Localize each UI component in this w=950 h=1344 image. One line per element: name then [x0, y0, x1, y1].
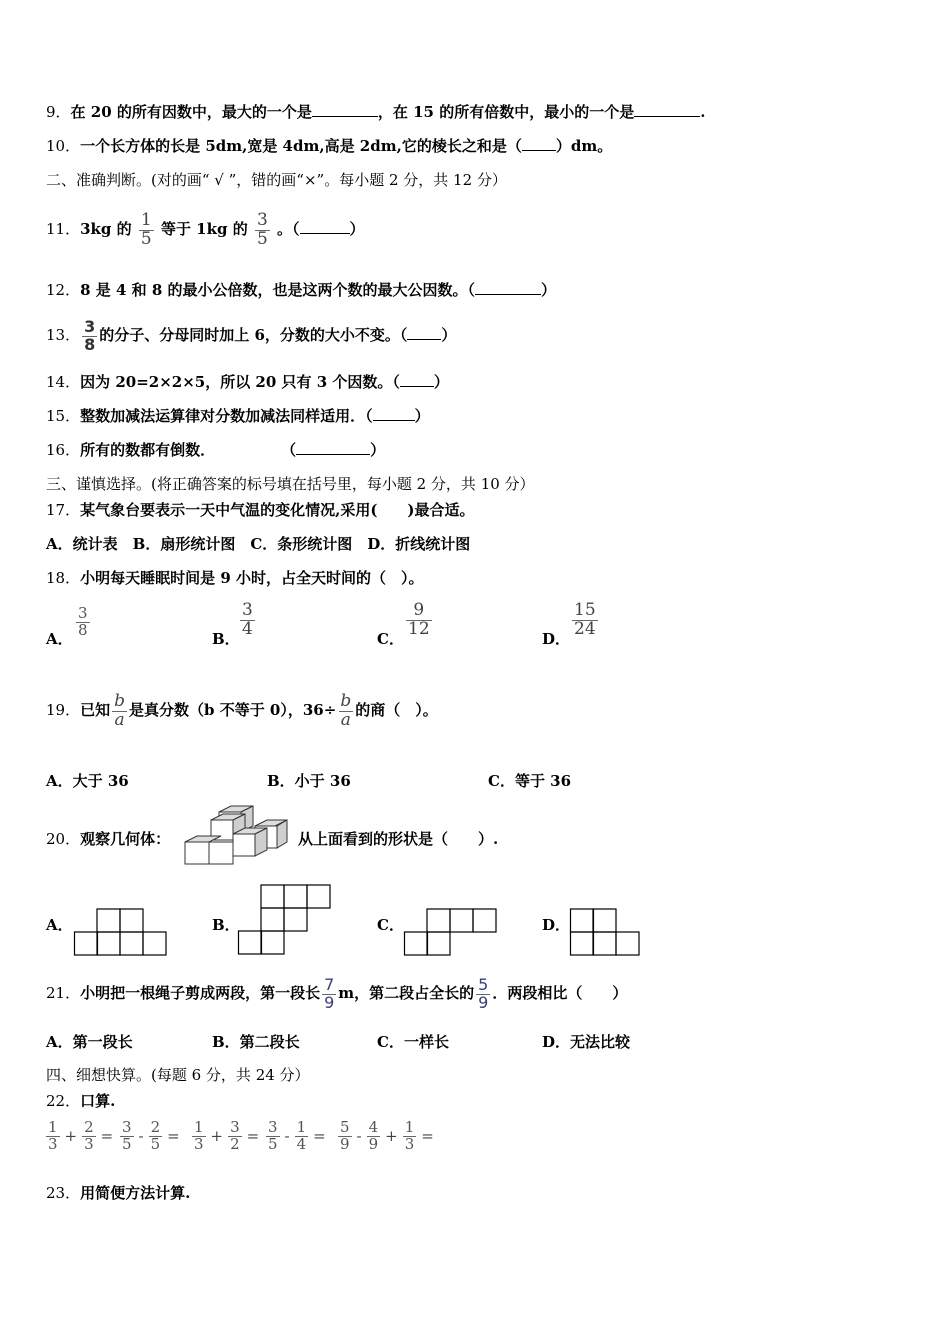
question-text: 小明把一根绳子剪成两段，第一段长 — [80, 984, 321, 1002]
numerator: 3 — [256, 209, 268, 230]
denominator: 12 — [408, 618, 430, 639]
question-20 — [46, 829, 170, 849]
question-14 — [46, 372, 449, 392]
denominator: 9 — [324, 992, 335, 1012]
question-text: 小明每天睡眠时间是 9 小时，占全天时间的（ ）。 — [80, 569, 424, 587]
question-text: 8 是 4 和 8 的最小公倍数，也是这两个数的最大公因数。（ — [80, 281, 476, 299]
option-d-grid[interactable] — [570, 908, 642, 956]
numerator: 9 — [413, 600, 425, 620]
fraction — [255, 209, 270, 249]
answer-blank[interactable] — [312, 102, 378, 117]
answer-blank[interactable] — [296, 440, 370, 455]
question-text: ） — [441, 326, 457, 344]
fraction — [139, 209, 154, 249]
question-text: . — [700, 103, 706, 121]
option-a[interactable]: A． — [46, 916, 73, 934]
option-b-grid[interactable] — [238, 884, 332, 956]
question-text: 的分子、分母同时加上 6，分数的大小不变。（ — [99, 326, 408, 344]
question-text: 用简便方法计算. — [80, 1184, 191, 1202]
numerator: 3 — [242, 600, 253, 620]
denominator: 9 — [478, 992, 489, 1012]
question-18 — [46, 568, 423, 588]
denominator: 5 — [140, 228, 152, 249]
question-text: ） — [414, 407, 430, 425]
numerator: 5 — [478, 974, 489, 994]
question-number: 17． — [46, 501, 81, 519]
option-c[interactable]: C．一样长 — [377, 1033, 449, 1051]
option-a[interactable]: A． — [46, 630, 73, 648]
option-d[interactable]: D．无法比较 — [542, 1033, 631, 1051]
fraction — [82, 316, 97, 354]
question-9 — [46, 102, 705, 122]
option-b[interactable]: B．第二段长 — [212, 1033, 300, 1051]
question-text: 某气象台要表示一天中气温的变化情况,采用( )最合适。 — [80, 501, 475, 519]
numerator: b — [114, 690, 125, 711]
option-a[interactable]: A．大于 36 — [46, 772, 129, 790]
question-17-options[interactable]: A．统计表 B．扇形统计图 C．条形统计图 D．折线统计图 — [46, 535, 471, 553]
denominator: 24 — [574, 618, 596, 639]
question-text: ） — [433, 373, 449, 391]
question-15 — [46, 406, 430, 426]
option-a-grid[interactable] — [74, 908, 168, 956]
question-text: 已知 — [80, 701, 111, 719]
question-text: 因为 20=2×2×5，所以 20 只有 3 个因数。（ — [80, 373, 400, 391]
numerator: b — [340, 690, 352, 711]
question-text: 在 20 的所有因数中，最大的一个是 — [70, 103, 312, 121]
option-a-fraction — [76, 606, 90, 639]
question-number: 10． — [46, 137, 81, 155]
calc-expression-3: $\frac{1}{3}$ + $\frac{3}{2}$ = — [194, 1118, 260, 1153]
question-text: 等于 1kg 的 — [160, 220, 248, 238]
question-21 — [46, 970, 627, 1016]
question-number: 22． — [46, 1092, 81, 1110]
question-number: 18． — [46, 569, 81, 587]
question-text: 观察几何体： — [80, 830, 171, 848]
question-number: 16． — [46, 441, 81, 459]
option-b[interactable]: B．小于 36 — [267, 772, 351, 790]
answer-blank[interactable] — [373, 406, 415, 421]
question-text: 口算. — [80, 1092, 116, 1110]
fraction — [112, 690, 127, 730]
answer-blank[interactable] — [407, 325, 441, 340]
option-d[interactable]: D． — [542, 630, 571, 648]
option-a[interactable]: A．第一段长 — [46, 1033, 133, 1051]
question-12 — [46, 280, 556, 300]
section-2-heading: 二、准确判断。(对的画“ √ ”，错的画“×”。每小题 2 分，共 12 分） — [46, 171, 507, 189]
question-text: 所有的数都有倒数． — [80, 441, 216, 459]
calc-expression-4: $\frac{3}{5}$ - $\frac{1}{4}$ = — [268, 1118, 326, 1153]
denominator: 8 — [84, 334, 96, 354]
question-text: 3kg 的 — [80, 220, 132, 238]
question-number: 20． — [46, 830, 81, 848]
question-number: 12． — [46, 281, 81, 299]
calc-expression-1: $\frac{1}{3}$ + $\frac{2}{3}$ = — [48, 1118, 114, 1153]
answer-blank[interactable] — [300, 219, 350, 234]
option-c[interactable]: C． — [377, 916, 404, 934]
section-4-heading: 四、细想快算。(每题 6 分，共 24 分） — [46, 1066, 310, 1084]
question-number: 23． — [46, 1184, 81, 1202]
cube-stack-figure — [183, 804, 287, 868]
question-23 — [46, 1183, 190, 1203]
answer-blank[interactable] — [475, 280, 541, 295]
numerator: 7 — [324, 974, 335, 994]
option-d-fraction — [572, 602, 598, 639]
section-3-heading: 三、谨慎选择。(将正确答案的标号填在括号里，每小题 2 分，共 10 分） — [46, 475, 535, 493]
question-text: ）dm。 — [555, 137, 613, 155]
question-text: 的商（ ）。 — [355, 701, 438, 719]
question-text: m，第二段占全长的 — [338, 984, 475, 1002]
question-10 — [46, 136, 612, 156]
question-number: 9． — [46, 103, 71, 121]
question-22 — [46, 1091, 115, 1111]
denominator: a — [340, 709, 351, 730]
numerator: 15 — [574, 600, 596, 620]
question-text: ） — [370, 441, 386, 459]
question-text: ） — [541, 281, 557, 299]
question-11 — [46, 206, 365, 252]
fraction — [338, 690, 353, 730]
question-text: ） — [349, 220, 365, 238]
question-number: 11． — [46, 220, 81, 238]
question-text: 是真分数（b 不等于 0），36÷ — [129, 701, 337, 719]
question-text: 。（ — [277, 220, 300, 238]
calc-expression-5: $\frac{5}{9}$ - $\frac{4}{9}$ + $\frac{1}{3}$ = — [340, 1118, 434, 1153]
question-number: 13． — [46, 326, 81, 344]
option-b[interactable]: B． — [212, 916, 240, 934]
question-text: 一个长方体的长是 5dm,宽是 4dm,高是 2dm,它的棱长之和是（ — [80, 137, 522, 155]
fraction — [322, 974, 336, 1012]
question-number: 21． — [46, 984, 81, 1002]
question-16 — [46, 440, 385, 460]
question-text: （ — [281, 441, 297, 459]
option-c[interactable]: C．等于 36 — [488, 772, 572, 790]
denominator: 8 — [78, 620, 88, 639]
denominator: 4 — [242, 618, 253, 639]
question-13 — [46, 310, 456, 360]
numerator: 3 — [78, 604, 88, 622]
option-b-fraction — [240, 602, 255, 639]
answer-blank[interactable] — [522, 136, 556, 151]
option-c-grid[interactable] — [404, 908, 498, 956]
denominator: 5 — [256, 228, 268, 249]
numerator: 1 — [140, 209, 152, 230]
question-19 — [46, 686, 438, 734]
question-text: ．两段相比（ ） — [492, 984, 628, 1002]
question-text: 整数加减法运算律对分数加减法同样适用．（ — [80, 407, 373, 425]
calc-expression-2: $\frac{3}{5}$ - $\frac{2}{5}$ = — [122, 1118, 180, 1153]
option-d[interactable]: D． — [542, 916, 571, 934]
question-number: 19． — [46, 701, 81, 719]
denominator: a — [114, 709, 125, 730]
option-c-fraction — [406, 602, 432, 639]
fraction — [476, 974, 490, 1012]
question-text: ，在 15 的所有倍数中，最小的一个是 — [377, 103, 635, 121]
answer-blank[interactable] — [400, 372, 434, 387]
option-b[interactable]: B． — [212, 630, 240, 648]
option-c[interactable]: C． — [377, 630, 404, 648]
question-number: 15． — [46, 407, 81, 425]
numerator: 3 — [84, 316, 96, 336]
question-text: 从上面看到的形状是（ ）. — [298, 830, 499, 848]
answer-blank[interactable] — [634, 102, 700, 117]
question-17 — [46, 500, 475, 520]
question-number: 14． — [46, 373, 81, 391]
